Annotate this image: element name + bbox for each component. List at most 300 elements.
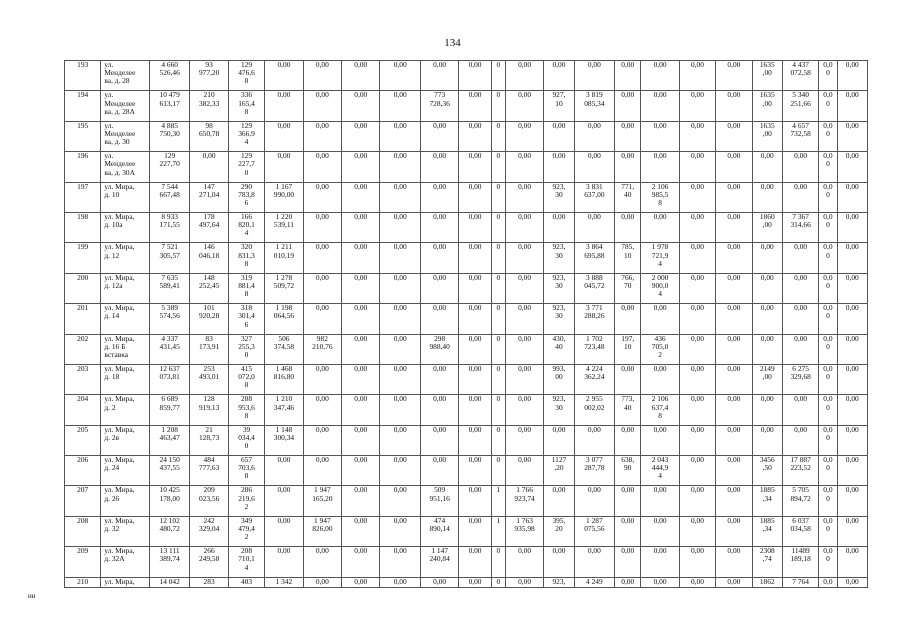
value-cell: 6 037 034,58	[782, 516, 818, 546]
value-cell: 1 208 463,47	[149, 425, 189, 455]
value-cell: 2 043 444,9 4	[641, 456, 679, 486]
value-cell: 0,00	[342, 304, 380, 334]
value-cell: 0,00	[837, 61, 867, 91]
value-cell: 0,00	[342, 364, 380, 394]
value-cell: 0,00	[837, 364, 867, 394]
value-cell: 0,00	[303, 395, 341, 425]
table-row	[65, 334, 868, 364]
value-cell: 0,00	[544, 212, 574, 242]
value-cell: 1	[491, 516, 505, 546]
footer-text: ни	[28, 592, 36, 600]
value-cell: 1860 ,00	[752, 212, 782, 242]
value-cell: 0,00	[303, 212, 341, 242]
value-cell: 0,00	[342, 577, 380, 587]
value-cell: 0,00	[265, 91, 303, 121]
value-cell: 4 437 072,58	[782, 61, 818, 91]
value-cell: 0,00	[342, 334, 380, 364]
value-cell: 657 703,6 8	[228, 456, 264, 486]
value-cell: 0,00	[679, 456, 715, 486]
value-cell: 0	[491, 547, 505, 577]
value-cell: 0,00	[574, 425, 614, 455]
value-cell: 0,00	[505, 152, 543, 182]
value-cell: 0,00	[303, 182, 341, 212]
value-cell: 4 660 526,46	[149, 61, 189, 91]
value-cell: 0,00	[679, 61, 715, 91]
value-cell: 0,00	[679, 152, 715, 182]
row-number-cell: 202	[65, 334, 101, 364]
value-cell: 1862	[752, 577, 782, 587]
value-cell: 0,00	[615, 486, 641, 516]
address-cell: ул. Мира, д. 32	[101, 516, 150, 546]
value-cell: 0,00	[641, 304, 679, 334]
value-cell: 0,00	[190, 152, 228, 182]
value-cell: 509 951,16	[420, 486, 458, 516]
value-cell: 0,0 0	[819, 61, 837, 91]
value-cell: 327 255,3 0	[228, 334, 264, 364]
value-cell: 208 710,1 4	[228, 547, 264, 577]
value-cell: 0,00	[303, 456, 341, 486]
value-cell: 0,0 0	[819, 243, 837, 273]
value-cell: 0,00	[574, 61, 614, 91]
value-cell: 0,0 0	[819, 304, 837, 334]
value-cell: 147 271,04	[190, 182, 228, 212]
value-cell: 13 111 389,74	[149, 547, 189, 577]
value-cell: 0,00	[380, 182, 420, 212]
value-cell: 0	[491, 182, 505, 212]
value-cell: 923, 30	[544, 304, 574, 334]
value-cell: 0,00	[420, 212, 458, 242]
value-cell: 0,00	[303, 304, 341, 334]
value-cell: 0,00	[420, 273, 458, 303]
value-cell: 771, 40	[615, 182, 641, 212]
value-cell: 0,00	[342, 547, 380, 577]
value-cell: 349 479,4 2	[228, 516, 264, 546]
value-cell: 3 771 288,26	[574, 304, 614, 334]
value-cell: 0,00	[716, 334, 752, 364]
value-cell: 0,00	[380, 395, 420, 425]
value-cell: 0,00	[544, 425, 574, 455]
value-cell: 0,00	[641, 486, 679, 516]
row-number-cell: 195	[65, 121, 101, 151]
table-row	[65, 425, 868, 455]
row-number-cell: 198	[65, 212, 101, 242]
value-cell: 0,00	[342, 121, 380, 151]
value-cell: 0,00	[420, 152, 458, 182]
value-cell: 7 367 314,66	[782, 212, 818, 242]
value-cell: 0,00	[459, 273, 491, 303]
value-cell: 101 920,28	[190, 304, 228, 334]
row-number-cell: 200	[65, 273, 101, 303]
value-cell: 1 167 990,00	[265, 182, 303, 212]
address-cell: ул. Мира, д. 2в	[101, 425, 150, 455]
value-cell: 0,00	[505, 182, 543, 212]
value-cell: 93 977,20	[190, 61, 228, 91]
table-row	[65, 91, 868, 121]
value-cell: 1 210 347,46	[265, 395, 303, 425]
value-cell: 0,00	[782, 425, 818, 455]
value-cell: 0,00	[505, 273, 543, 303]
value-cell: 0,00	[420, 121, 458, 151]
value-cell: 0,00	[303, 152, 341, 182]
value-cell: 0,00	[459, 425, 491, 455]
value-cell: 0,00	[837, 425, 867, 455]
value-cell: 1 766 923,74	[505, 486, 543, 516]
value-cell: 0,00	[459, 577, 491, 587]
value-cell: 10 479 613,17	[149, 91, 189, 121]
table-row	[65, 61, 868, 91]
value-cell: 0,00	[380, 273, 420, 303]
value-cell: 0,00	[679, 395, 715, 425]
value-cell: 0,0 0	[819, 91, 837, 121]
value-cell: 0,00	[615, 121, 641, 151]
table-row	[65, 121, 868, 151]
row-number-cell: 207	[65, 486, 101, 516]
value-cell: 0,00	[342, 61, 380, 91]
value-cell: 0,0 0	[819, 273, 837, 303]
value-cell: 0	[491, 425, 505, 455]
value-cell: 253 493,01	[190, 364, 228, 394]
value-cell: 0,00	[459, 486, 491, 516]
value-cell: 0,00	[641, 61, 679, 91]
value-cell: 146 046,18	[190, 243, 228, 273]
table-row	[65, 273, 868, 303]
value-cell: 0,00	[679, 364, 715, 394]
value-cell: 11489 189,18	[782, 547, 818, 577]
value-cell: 0,00	[615, 516, 641, 546]
value-cell: 0,00	[505, 395, 543, 425]
value-cell: 923, 30	[544, 273, 574, 303]
value-cell: 0,00	[544, 61, 574, 91]
value-cell: 403	[228, 577, 264, 587]
value-cell: 129 227,7 0	[228, 152, 264, 182]
row-number-cell: 193	[65, 61, 101, 91]
value-cell: 319 881,4 8	[228, 273, 264, 303]
value-cell: 0,00	[265, 516, 303, 546]
value-cell: 0	[491, 243, 505, 273]
value-cell: 83 173,91	[190, 334, 228, 364]
address-cell: ул. Менделее ва, д. 30	[101, 121, 150, 151]
value-cell: 0,00	[837, 212, 867, 242]
value-cell: 5 340 251,66	[782, 91, 818, 121]
value-cell: 0,0 0	[819, 486, 837, 516]
value-cell: 4 337 431,45	[149, 334, 189, 364]
value-cell: 0,00	[679, 547, 715, 577]
row-number-cell: 201	[65, 304, 101, 334]
value-cell: 0,00	[716, 486, 752, 516]
row-number-cell: 206	[65, 456, 101, 486]
value-cell: 0,00	[716, 121, 752, 151]
value-cell: 0,00	[782, 182, 818, 212]
value-cell: 0,00	[342, 91, 380, 121]
value-cell: 0,00	[782, 152, 818, 182]
value-cell: 0,00	[420, 61, 458, 91]
table-row	[65, 395, 868, 425]
value-cell: 0,00	[459, 121, 491, 151]
value-cell: 766, 70	[615, 273, 641, 303]
value-cell: 0,00	[505, 61, 543, 91]
address-cell: ул. Менделее ва, д. 30А	[101, 152, 150, 182]
value-cell: 0,00	[641, 91, 679, 121]
row-number-cell: 209	[65, 547, 101, 577]
value-cell: 0,00	[679, 304, 715, 334]
value-cell: 2 106 985,5 8	[641, 182, 679, 212]
value-cell: 24 150 437,55	[149, 456, 189, 486]
value-cell: 6 689 859,77	[149, 395, 189, 425]
value-cell: 288 953,6 8	[228, 395, 264, 425]
value-cell: 12 102 480,72	[149, 516, 189, 546]
row-number-cell: 194	[65, 91, 101, 121]
value-cell: 0,00	[716, 425, 752, 455]
value-cell: 7 635 589,41	[149, 273, 189, 303]
value-cell: 0,00	[679, 516, 715, 546]
value-cell: 4 249	[574, 577, 614, 587]
value-cell: 0,00	[641, 425, 679, 455]
value-cell: 0,00	[505, 304, 543, 334]
value-cell: 166 820,1 4	[228, 212, 264, 242]
value-cell: 0,00	[574, 152, 614, 182]
value-cell: 4 224 362,24	[574, 364, 614, 394]
value-cell: 1 278 509,72	[265, 273, 303, 303]
value-cell: 0,00	[574, 121, 614, 151]
value-cell: 129 227,70	[149, 152, 189, 182]
table-row	[65, 243, 868, 273]
value-cell: 0,00	[459, 456, 491, 486]
value-cell: 298 988,40	[420, 334, 458, 364]
value-cell: 0,00	[303, 91, 341, 121]
value-cell: 0,00	[716, 516, 752, 546]
value-cell: 0,00	[837, 486, 867, 516]
value-cell: 0,00	[303, 364, 341, 394]
value-cell: 0,00	[837, 91, 867, 121]
value-cell: 0,00	[716, 456, 752, 486]
value-cell: 0	[491, 395, 505, 425]
value-cell: 197, 10	[615, 334, 641, 364]
value-cell: 0,00	[459, 395, 491, 425]
value-cell: 7 544 667,48	[149, 182, 189, 212]
value-cell: 0,00	[752, 243, 782, 273]
value-cell: 474 890,14	[420, 516, 458, 546]
value-cell: 1885 ,34	[752, 486, 782, 516]
value-cell: 5 389 574,56	[149, 304, 189, 334]
table-row	[65, 516, 868, 546]
value-cell: 0,00	[544, 486, 574, 516]
value-cell: 3 888 045,72	[574, 273, 614, 303]
value-cell: 0,00	[265, 61, 303, 91]
value-cell: 0,00	[420, 304, 458, 334]
value-cell: 17 887 223,52	[782, 456, 818, 486]
value-cell: 415 072,0 8	[228, 364, 264, 394]
value-cell: 1 702 723,48	[574, 334, 614, 364]
value-cell: 0,00	[505, 364, 543, 394]
value-cell: 0,0 0	[819, 425, 837, 455]
value-cell: 0,00	[544, 152, 574, 182]
value-cell: 1885 ,34	[752, 516, 782, 546]
value-cell: 10 425 178,00	[149, 486, 189, 516]
value-cell: 1 947 826,00	[303, 516, 341, 546]
table-body	[65, 61, 868, 588]
value-cell: 0,00	[716, 273, 752, 303]
value-cell: 0,00	[459, 516, 491, 546]
value-cell: 0,00	[342, 212, 380, 242]
value-cell: 0,00	[380, 91, 420, 121]
value-cell: 266 249,58	[190, 547, 228, 577]
value-cell: 0,0 0	[819, 182, 837, 212]
table-row	[65, 486, 868, 516]
table-row	[65, 456, 868, 486]
value-cell: 0,00	[679, 425, 715, 455]
value-cell: 0,00	[459, 152, 491, 182]
value-cell: 0,00	[380, 486, 420, 516]
value-cell: 0,00	[505, 425, 543, 455]
value-cell: 0,00	[505, 121, 543, 151]
value-cell: 0,00	[716, 91, 752, 121]
value-cell: 5 705 894,72	[782, 486, 818, 516]
value-cell: 209 023,56	[190, 486, 228, 516]
row-number-cell: 210	[65, 577, 101, 587]
value-cell: 0,00	[544, 547, 574, 577]
value-cell: 0,0 0	[819, 212, 837, 242]
address-cell: ул. Мира, д. 2	[101, 395, 150, 425]
value-cell: 1 220 539,11	[265, 212, 303, 242]
value-cell: 0,00	[380, 456, 420, 486]
value-cell: 0,00	[380, 304, 420, 334]
value-cell: 0,00	[679, 121, 715, 151]
value-cell: 1 198 064,56	[265, 304, 303, 334]
value-cell: 0,00	[420, 456, 458, 486]
value-cell: 98 650,78	[190, 121, 228, 151]
value-cell: 0,00	[716, 364, 752, 394]
value-cell: 0,00	[459, 243, 491, 273]
value-cell: 0	[491, 456, 505, 486]
value-cell: 0,00	[716, 395, 752, 425]
value-cell: 12 637 073,81	[149, 364, 189, 394]
value-cell: 0,00	[380, 61, 420, 91]
address-cell: ул. Менделее ва, д. 28А	[101, 91, 150, 121]
value-cell: 0,00	[459, 61, 491, 91]
value-cell: 0,00	[342, 152, 380, 182]
value-cell: 0,00	[459, 91, 491, 121]
value-cell: 0,00	[837, 516, 867, 546]
value-cell: 0,00	[380, 516, 420, 546]
value-cell: 0,00	[716, 61, 752, 91]
value-cell: 0,00	[342, 395, 380, 425]
value-cell: 1 763 935,98	[505, 516, 543, 546]
value-cell: 0	[491, 273, 505, 303]
value-cell: 0,00	[505, 212, 543, 242]
table-row	[65, 304, 868, 334]
address-cell: ул. Мира, д. 12а	[101, 273, 150, 303]
value-cell: 0,00	[641, 516, 679, 546]
address-cell: ул. Мира, д. 24	[101, 456, 150, 486]
value-cell: 0,00	[837, 395, 867, 425]
value-cell: 0,00	[641, 547, 679, 577]
address-cell: ул. Менделее ва, д. 28	[101, 61, 150, 91]
value-cell: 129 366,9 4	[228, 121, 264, 151]
value-cell: 0,00	[380, 152, 420, 182]
value-cell: 982 210,76	[303, 334, 341, 364]
value-cell: 0,00	[574, 212, 614, 242]
value-cell: 0,00	[574, 547, 614, 577]
value-cell: 0,00	[752, 152, 782, 182]
value-cell: 0,00	[837, 577, 867, 587]
value-cell: 0,00	[679, 273, 715, 303]
value-cell: 923, 30	[544, 243, 574, 273]
value-cell: 320 831,3 8	[228, 243, 264, 273]
row-number-cell: 197	[65, 182, 101, 212]
value-cell: 0,00	[615, 364, 641, 394]
value-cell: 0,00	[716, 243, 752, 273]
value-cell: 2 106 637,4 8	[641, 395, 679, 425]
value-cell: 1	[491, 486, 505, 516]
value-cell: 0,00	[782, 334, 818, 364]
value-cell: 3 864 695,88	[574, 243, 614, 273]
value-cell: 0,00	[752, 182, 782, 212]
row-number-cell: 199	[65, 243, 101, 273]
value-cell: 0,00	[380, 425, 420, 455]
value-cell: 0,00	[837, 152, 867, 182]
value-cell: 0,00	[544, 121, 574, 151]
value-cell: 0,00	[782, 273, 818, 303]
value-cell: 0,00	[459, 547, 491, 577]
value-cell: 0,00	[420, 425, 458, 455]
value-cell: 0,00	[615, 547, 641, 577]
value-cell: 0,00	[679, 182, 715, 212]
value-cell: 1 148 300,34	[265, 425, 303, 455]
value-cell: 0,00	[380, 243, 420, 273]
value-cell: 0,0 0	[819, 121, 837, 151]
value-cell: 0,00	[679, 577, 715, 587]
table-row	[65, 577, 868, 587]
value-cell: 0	[491, 334, 505, 364]
value-cell: 0,00	[679, 486, 715, 516]
value-cell: 638, 90	[615, 456, 641, 486]
value-cell: 0	[491, 61, 505, 91]
value-cell: 1 342	[265, 577, 303, 587]
value-cell: 923,	[544, 577, 574, 587]
value-cell: 0,00	[716, 304, 752, 334]
value-cell: 1635 ,00	[752, 121, 782, 151]
value-cell: 129 476,6 8	[228, 61, 264, 91]
value-cell: 0,00	[380, 121, 420, 151]
page-number: 134	[444, 37, 461, 49]
table-row	[65, 152, 868, 182]
value-cell: 0,00	[716, 152, 752, 182]
value-cell: 0,00	[380, 364, 420, 394]
value-cell: 2308 ,74	[752, 547, 782, 577]
value-cell: 0,00	[679, 334, 715, 364]
value-cell: 0,00	[265, 152, 303, 182]
value-cell: 0,00	[265, 121, 303, 151]
value-cell: 4 885 750,30	[149, 121, 189, 151]
value-cell: 0,00	[716, 212, 752, 242]
table-row	[65, 364, 868, 394]
address-cell: ул. Мира, д. 16 Б вставка	[101, 334, 150, 364]
value-cell: 0,00	[459, 304, 491, 334]
value-cell: 923, 30	[544, 182, 574, 212]
row-number-cell: 204	[65, 395, 101, 425]
value-cell: 0,00	[265, 486, 303, 516]
value-cell: 1635 ,00	[752, 91, 782, 121]
value-cell: 0,00	[837, 243, 867, 273]
value-cell: 0,00	[505, 91, 543, 121]
value-cell: 0,00	[716, 547, 752, 577]
value-cell: 0,0 0	[819, 395, 837, 425]
table-row	[65, 212, 868, 242]
value-cell: 0,00	[837, 273, 867, 303]
value-cell: 0,00	[342, 243, 380, 273]
value-cell: 1 978 721,9 4	[641, 243, 679, 273]
value-cell: 0,00	[615, 61, 641, 91]
